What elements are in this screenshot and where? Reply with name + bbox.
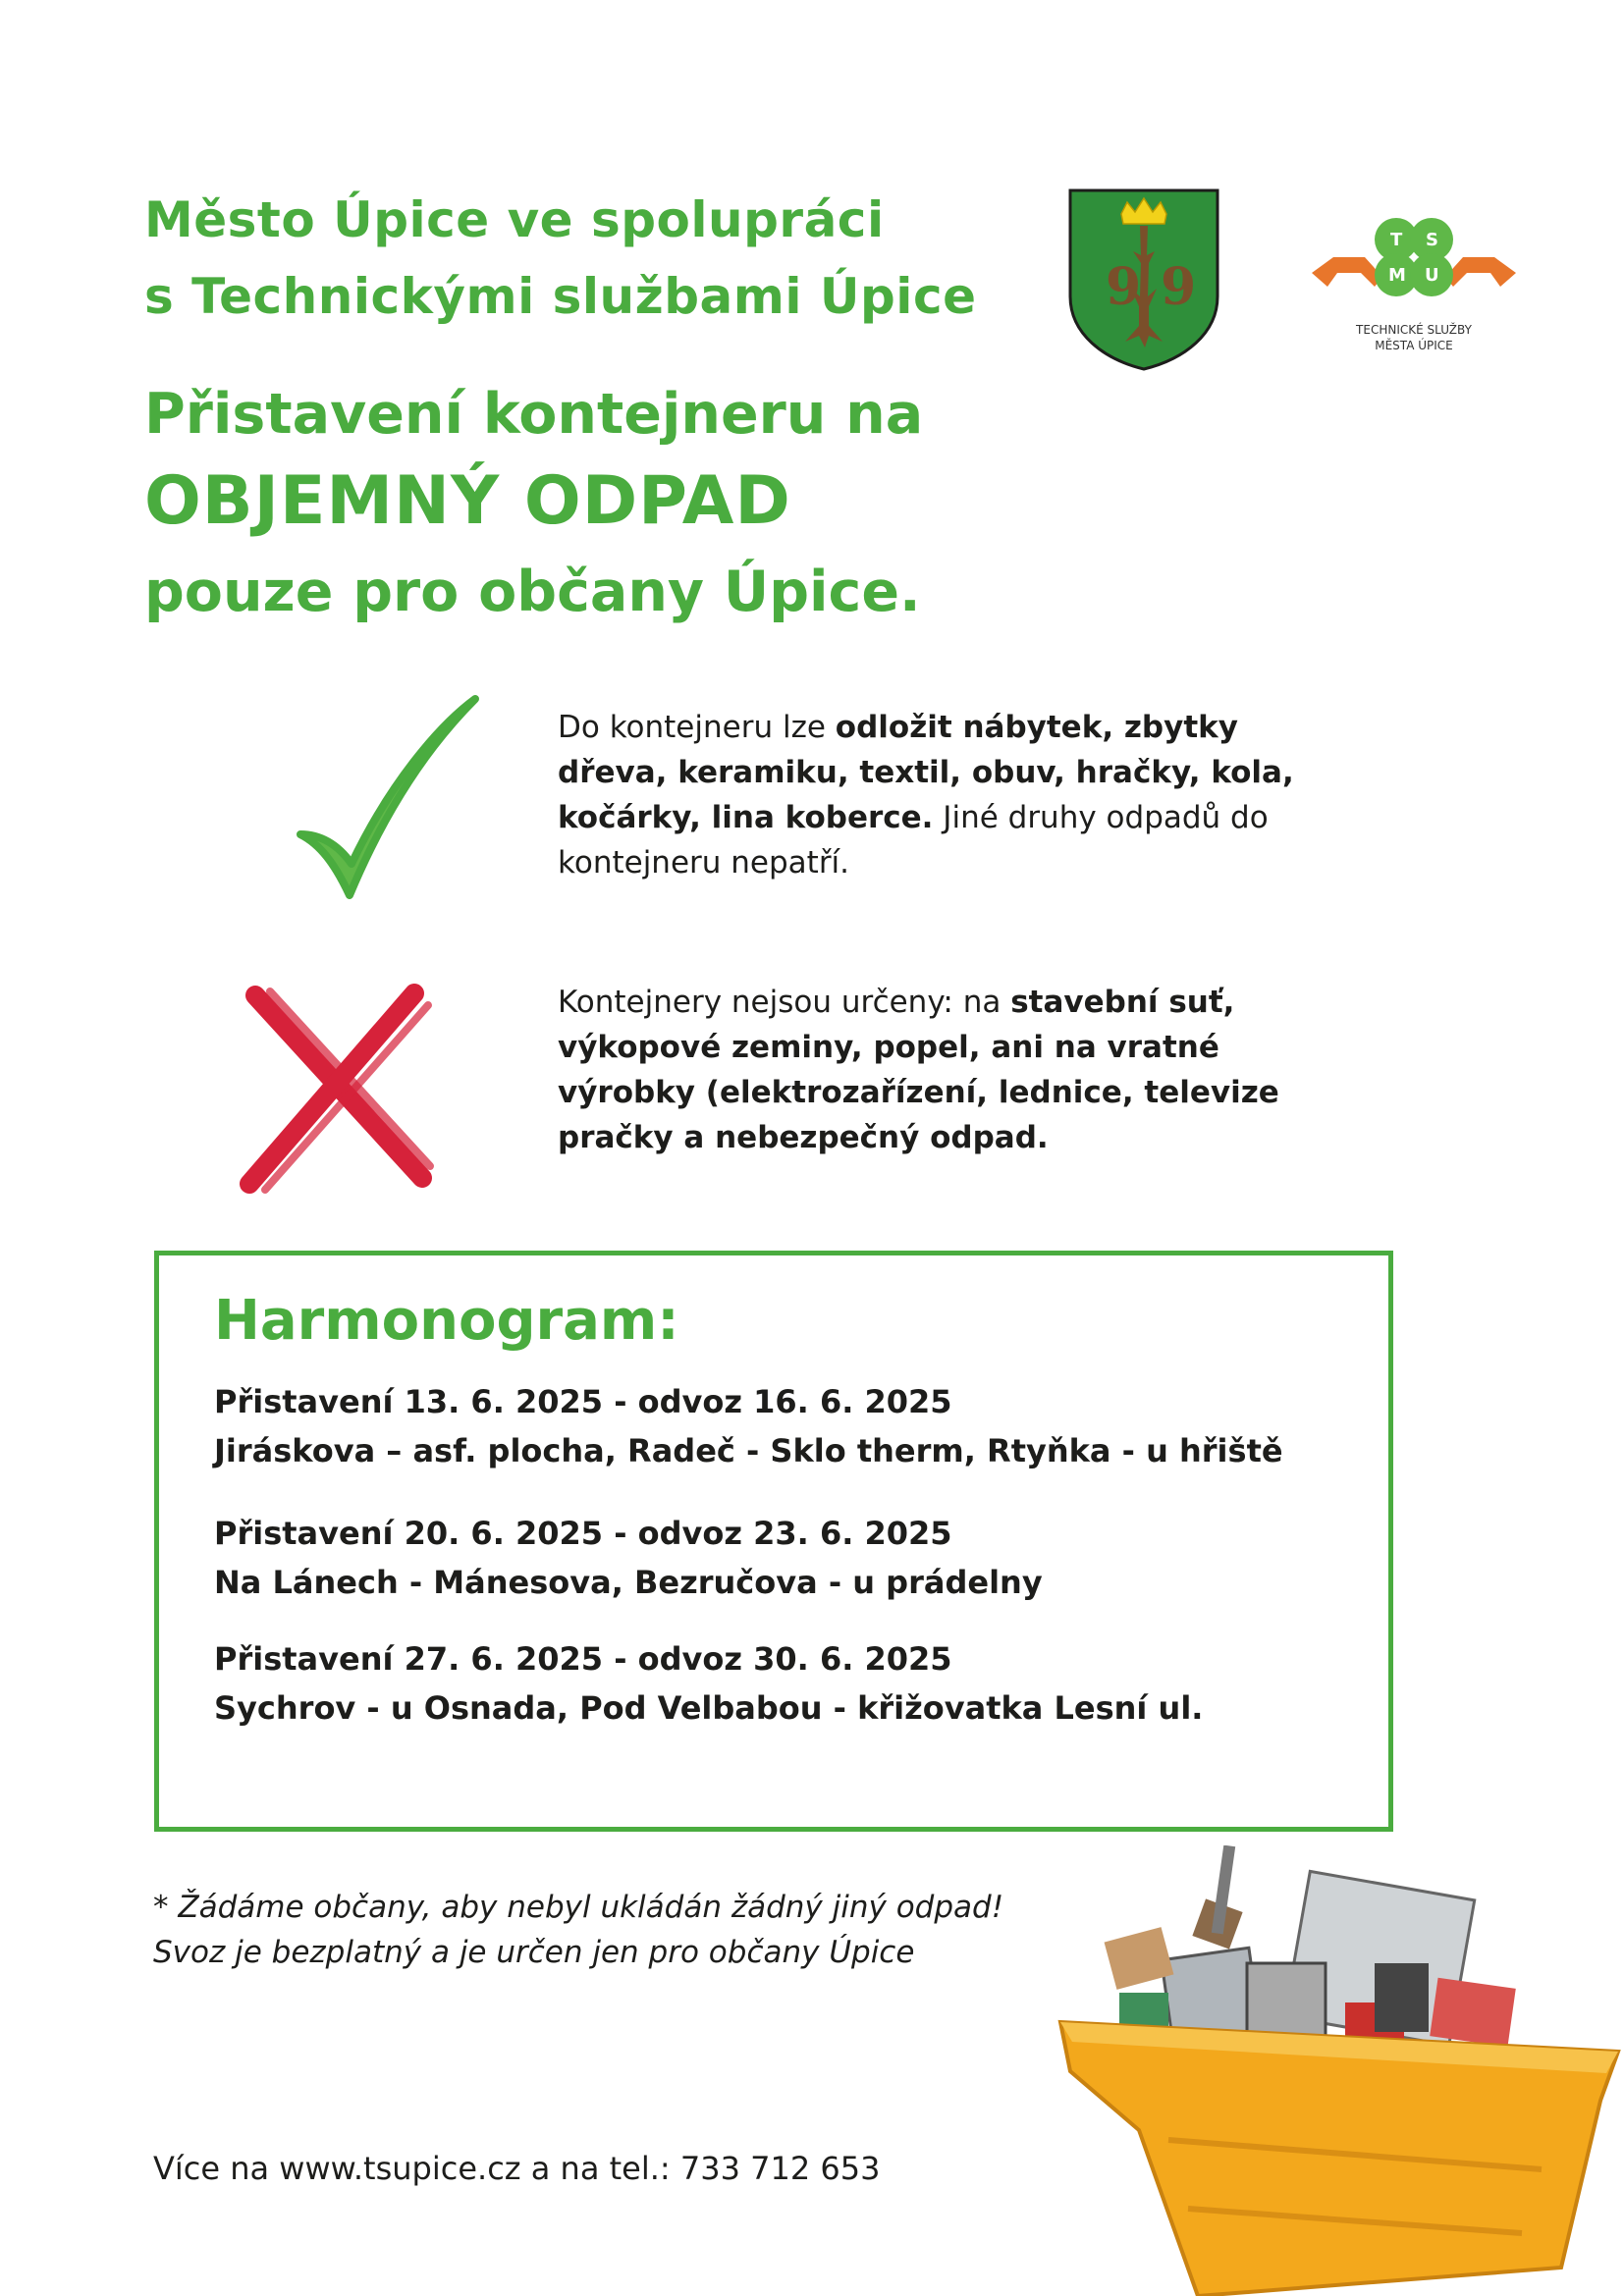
allowed-text-outro: Jiné druhy odpadů do kontejneru nepatří. [558, 800, 1269, 881]
allowed-text [558, 705, 1304, 885]
headline-line-1: Přistavení kontejneru na [144, 382, 924, 447]
harmonogram-entry-2 [214, 1509, 1043, 1607]
tsu-caption [1316, 322, 1512, 353]
note-line-2: Svoz je bezplatný a je určen jen pro občany Úpice [153, 1935, 915, 1970]
waste-container-illustration [1051, 1845, 1624, 2296]
coat-of-arms-digit-right: 9 [1161, 257, 1197, 317]
coat-of-arms-digit-left: 9 [1106, 257, 1142, 317]
tsu-letter-s: S [1426, 230, 1438, 250]
allowed-items: odložit nábytek, zbytky dřeva, keramiku, textil, obuv, hračky, kola, kočárky, lina koberce. [558, 710, 1294, 835]
allowed-text-intro: Do kontejneru lze [558, 710, 836, 745]
check-icon [291, 687, 487, 913]
coat-of-arms-logo [1066, 187, 1221, 373]
note [153, 1885, 1003, 1975]
intro-line-1: Město Úpice ve spolupráci [144, 191, 885, 248]
forbidden-items: stavební suť, výkopové zeminy, popel, ani na vratné výrobky (elektrozařízení, lednice, televize pračky a nebezpečný odpad. [558, 985, 1279, 1155]
cross-icon [236, 982, 442, 1198]
tsu-letter-t: T [1390, 230, 1403, 250]
forbidden-text-intro: Kontejnery nejsou určeny: na [558, 985, 1011, 1020]
headline-line-2: OBJEMNÝ ODPAD [144, 462, 791, 540]
headline [144, 375, 923, 634]
entry-3-places: Sychrov - u Osnada, Pod Velbabou - křižovatka Lesní ul. [214, 1689, 1204, 1727]
tsu-letter-u: U [1425, 265, 1439, 286]
harmonogram-box [154, 1251, 1393, 1832]
tsu-letter-m: M [1388, 265, 1406, 286]
tsu-caption-line-2: MĚSTA ÚPICE [1375, 339, 1453, 352]
harmonogram-entry-1 [214, 1377, 1283, 1475]
intro-line-2: s Technickými službami Úpice [144, 268, 977, 325]
harmonogram-title: Harmonogram: [214, 1289, 679, 1353]
harmonogram-entry-3 [214, 1634, 1203, 1733]
entry-3-dates: Přistavení 27. 6. 2025 - odvoz 30. 6. 2025 [214, 1640, 952, 1678]
entry-1-dates: Přistavení 13. 6. 2025 - odvoz 16. 6. 2025 [214, 1383, 952, 1420]
forbidden-text [558, 980, 1304, 1160]
contact-info: Více na www.tsupice.cz a na tel.: 733 712 653 [153, 2150, 881, 2187]
entry-2-dates: Přistavení 20. 6. 2025 - odvoz 23. 6. 2025 [214, 1515, 952, 1552]
tsu-logo [1306, 204, 1522, 320]
headline-line-3: pouze pro občany Úpice. [144, 560, 921, 624]
entry-2-places: Na Lánech - Mánesova, Bezručova - u prádelny [214, 1564, 1043, 1601]
intro-text [144, 182, 977, 335]
tsu-caption-line-1: TECHNICKÉ SLUŽBY [1356, 323, 1472, 337]
note-line-1: * Žádáme občany, aby nebyl ukládán žádný jiný odpad! [153, 1890, 1004, 1925]
entry-1-places: Jiráskova – asf. plocha, Radeč - Sklo therm, Rtyňka - u hřiště [214, 1432, 1283, 1469]
